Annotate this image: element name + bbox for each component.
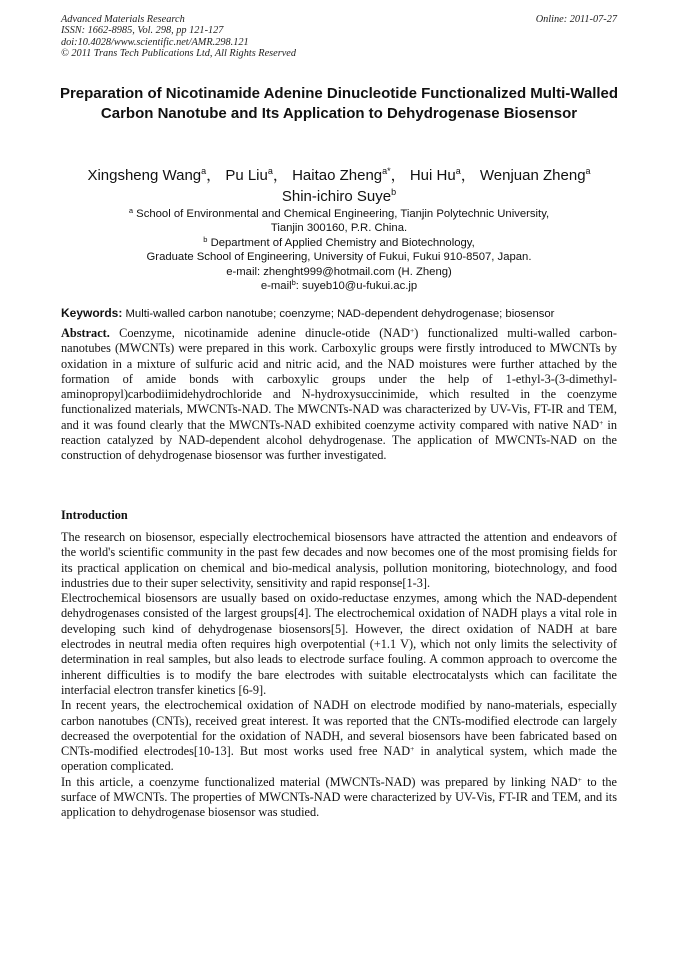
keywords-text: Multi-walled carbon nanotube; coenzyme; NAD-dependent dehydrogenase; biosensor [125,308,555,320]
affiliation-a-city: Tianjin 300160, P.R. China. [270,222,408,235]
superscript: + [410,744,415,754]
author-mark: a [267,166,273,176]
author-line-2 [40,186,638,207]
author-mark: a [585,166,591,176]
paragraph: Electrochemical biosensors are usually based on oxido-reductase enzymes, among which the NAD-dependent dehydrogenases consisted of the largest groups[4]. The electrochemical oxidation of NADH plays a vital role in developing such kind of dehydrogenase biosensors[5]. However, the direct oxidation of NADH at bare electrodes in neutral media often requires high overpotential (+1.1 V), which not only limits the selectivity of determination in real samples, but also leads to electrode surface fouling. A common approach to overcome the inherent difficulties is to modify the bare electrodes with suitable electrocatalysts which can facilitate the interfacial electron transfer kinetics [6-9]. [61,591,617,697]
author-line-1 [40,165,638,186]
affiliation-b [40,236,638,250]
author-list [40,165,638,207]
abstract-text: ) functionalized multi-walled carbon-nanotubes (MWCNTs) were prepared in this work. Carboxylic groups were firstly introduced to MWCNTs by oxidation in a mixture of sulfuric acid and nitric acid, and the NAD moistures were further attached by the formation of amide bonds with carboxylic groups under the help of 1-ethyl-3-(3-dimethyl-aminopropyl)carbodiimidehydrochloride and N-hydroxysuccinimide, which resulted in the coenzyme functionalized materials, MWCNTs-NAD. The MWCNTs-NAD was characterized by UV-Vis, FT-IR and TEM, and it was found clearly that the MWCNTs-NAD exhibited coenzyme activity compared with native NAD [61,326,617,432]
author-mark: a [201,166,207,176]
author-separator: ， [390,167,406,184]
affiliation-mark: a [128,206,134,215]
email-b [40,279,638,293]
author-name: Pu Liu [225,167,268,184]
author-mark: a* [382,166,391,176]
affiliation-mark: b [203,234,208,244]
affiliation-text: Department of Applied Chemistry and Biotechnology, [210,236,475,249]
keywords-label: Keywords: [61,306,123,320]
copyright-line: © 2011 Trans Tech Publications Ltd, All Rights Reserved [61,47,297,59]
doi-line: doi:10.4028/www.scientific.net/AMR.298.121 [61,36,249,48]
author-name: Hui Hu [409,167,456,184]
keywords [61,306,621,321]
superscript: + [410,326,415,335]
affiliation-b-school: Graduate School of Engineering, University of Fukui, Fukui 910-8507, Japan. [146,251,532,264]
abstract-text: Coenzyme, nicotinamide adenine dinucle-otide (NAD [109,326,411,340]
author-separator: ， [460,167,476,184]
affiliation-text: School of Environmental and Chemical Engineering, Tianjin Polytechnic University, [136,208,550,220]
paragraph-text: to the surface of MWCNTs. The properties of MWCNTs-NAD were characterized by UV-Vis, FT-IR and TEM, and its application to dehydrogenase biosensor was studied. [61,774,617,820]
author-name: Shin-ichiro Suye [281,188,392,205]
email-address: : suyeb10@u-fukui.ac.jp [295,280,418,293]
author-separator: ， [206,167,222,184]
online-date: Online: 2011-07-27 [535,14,617,25]
abstract-label: Abstract. [61,326,110,340]
email-prefix: e-mail [260,280,292,293]
journal-name: Advanced Materials Research [61,14,185,25]
paragraph-text: In recent years, the electrochemical oxidation of NADH on electrode modified by nano-materials, especially carbon nanotubes (CNTs), received great interest. It was reported that the CNTs-modified electrode can largely decreased the overpotential for the oxidation of NADH, and several biosensors have been fabricated based on CNTs-modified electrodes[10-13]. But most works used free NAD [61,698,617,759]
author-separator: ， [272,167,288,184]
superscript: + [599,417,604,427]
affiliations [40,207,638,293]
author-mark: a [455,166,461,176]
email-a: e-mail: zhenght999@hotmail.com (H. Zheng) [226,265,452,278]
paragraph: The research on biosensor, especially electrochemical biosensors have attracted the attention and endeavors of the world's scientific community in the past few decades and now becomes one of the most promising fields for its practical application on chemical and bio-medical analysis, pollution monitoring, biotechnology, and food industries due to their super selectivity, sensitivity and rapid response[1-3]. [61,530,617,590]
email-mark: b [291,278,296,288]
paragraph [61,698,617,774]
paper-title: Preparation of Nicotinamide Adenine Dinucleotide Functionalized Multi-Walled Carbon Nanotube and Its Application to Dehydrogenase Biosensor [59,85,619,122]
paragraph [61,775,617,821]
author-mark: b [391,187,397,197]
introduction-body [61,530,617,821]
author-name: Wenjuan Zheng [479,167,586,184]
journal-header [61,14,617,59]
author-name: Xingsheng Wang [87,167,202,184]
abstract [61,326,617,464]
paragraph-text: in analytical system, which made the operation complicated. [61,744,617,774]
section-heading: Introduction [61,508,128,522]
paragraph-text: In this article, a coenzyme functionalized material (MWCNTs-NAD) was prepared by linking NAD [61,774,578,789]
superscript: + [577,774,582,784]
author-name: Haitao Zheng [292,167,383,184]
issn-line: ISSN: 1662-8985, Vol. 298, pp 121-127 [61,25,224,37]
affiliation-a [40,207,638,221]
abstract-text: in reaction catalyzed by NAD-dependent alcohol dehydrogenase. The application of MWCNTs-NAD on the construction of dehydrogenase biosensor was further investigated. [61,417,617,463]
